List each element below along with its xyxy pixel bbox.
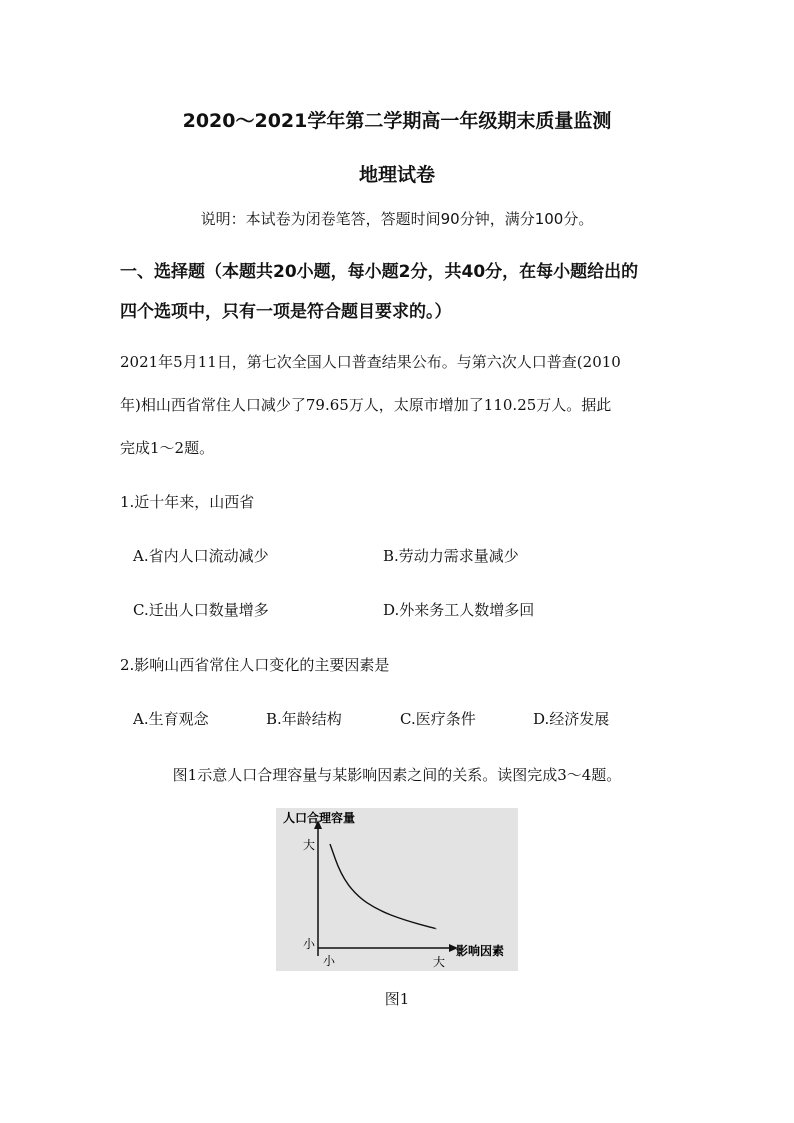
question-2-stem: 2.影响山西省常住人口变化的主要因素是 (120, 656, 390, 674)
question-2-option-b: B.年龄结构 (266, 710, 342, 728)
y-axis-label: 人口合理容量 (283, 811, 356, 825)
section-heading-line1: 一、选择题（本题共20小题，每小题2分，共40分，在每小题给出的 (120, 262, 639, 282)
figure-intro: 图1示意人口合理容量与某影响因素之间的关系。读图完成3～4题。 (172, 766, 622, 784)
exam-title: 2020～2021学年第二学期高一年级期末质量监测 (182, 110, 612, 132)
figure-1 (276, 808, 518, 971)
question-1-option-a: A.省内人口流动减少 (133, 547, 269, 565)
question-2-option-c: C.医疗条件 (400, 710, 476, 728)
x-axis-label: 影响因素 (456, 944, 505, 958)
question-1-option-d: D.外来务工人数增多回 (383, 601, 535, 619)
question-2-option-a: A.生育观念 (133, 710, 209, 728)
series-line (330, 844, 436, 929)
question-1-stem: 1.近十年来，山西省 (120, 493, 255, 511)
question-1-option-c: C.迁出人口数量增多 (133, 601, 269, 619)
question-2-option-d: D.经济发展 (533, 710, 610, 728)
subject-title: 地理试卷 (358, 164, 435, 186)
chart-svg (276, 808, 518, 971)
passage-line3: 完成1～2题。 (120, 439, 215, 457)
section-heading-line2: 四个选项中，只有一项是符合题目要求的。） (120, 302, 452, 322)
x-tick-low: 小 (323, 954, 336, 968)
y-tick-low: 小 (303, 937, 316, 951)
passage-line1: 2021年5月11日，第七次全国人口普查结果公布。与第六次人口普查(2010 (120, 353, 621, 371)
exam-instructions: 说明：本试卷为闭卷笔答，答题时间90分钟，满分100分。 (200, 210, 594, 228)
figure-caption: 图1 (384, 990, 410, 1008)
x-tick-high: 大 (433, 955, 446, 969)
y-tick-high: 大 (303, 838, 316, 852)
passage-line2: 年)相山西省常住人口减少了79.65万人，太原市增加了110.25万人。据此 (120, 396, 612, 414)
question-1-option-b: B.劳动力需求量减少 (383, 547, 519, 565)
